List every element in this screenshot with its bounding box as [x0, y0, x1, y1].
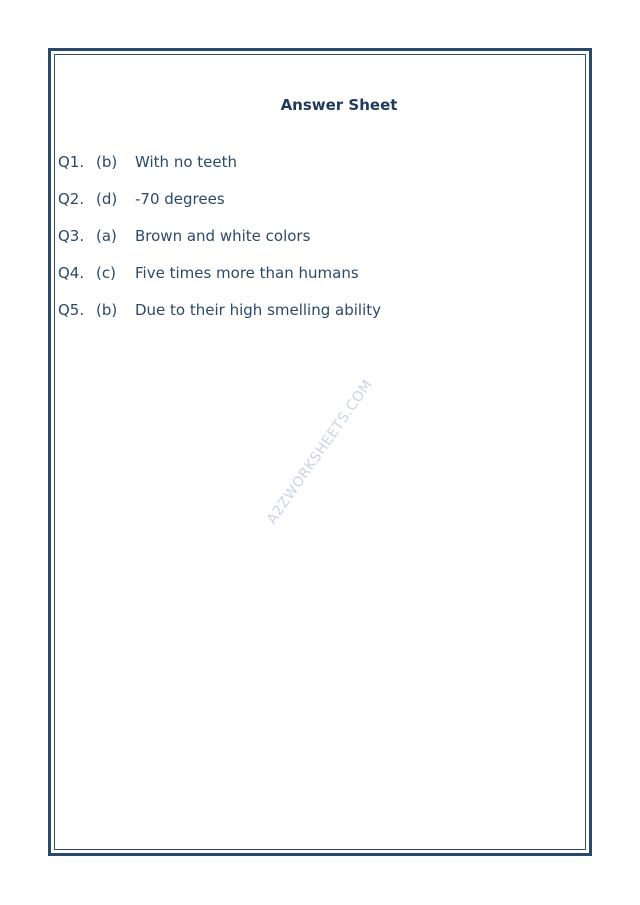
- answer-option: (c): [96, 263, 116, 282]
- answer-option: (a): [96, 226, 117, 245]
- question-number: Q3.: [58, 226, 85, 245]
- answer-text: With no teeth: [135, 152, 238, 171]
- question-number: Q2.: [58, 189, 85, 208]
- question-number: Q1.: [58, 152, 85, 171]
- answer-option: (b): [96, 152, 118, 171]
- watermark: A2ZWORKSHEETS.COM: [264, 376, 376, 528]
- answer-option: (d): [96, 189, 118, 208]
- answer-row-q3: [58, 217, 381, 254]
- answer-text: Brown and white colors: [135, 226, 311, 245]
- answer-row-q1: [58, 143, 381, 180]
- answer-row-q5: [58, 291, 381, 328]
- answer-text: Five times more than humans: [135, 263, 359, 282]
- answer-row-q4: [58, 254, 381, 291]
- question-number: Q4.: [58, 263, 85, 282]
- answer-list: [58, 143, 381, 328]
- answer-text: -70 degrees: [135, 189, 225, 208]
- answer-text: Due to their high smelling ability: [135, 300, 381, 319]
- page-title: Answer Sheet: [280, 96, 398, 114]
- answer-row-q2: [58, 180, 381, 217]
- answer-option: (b): [96, 300, 118, 319]
- question-number: Q5.: [58, 300, 85, 319]
